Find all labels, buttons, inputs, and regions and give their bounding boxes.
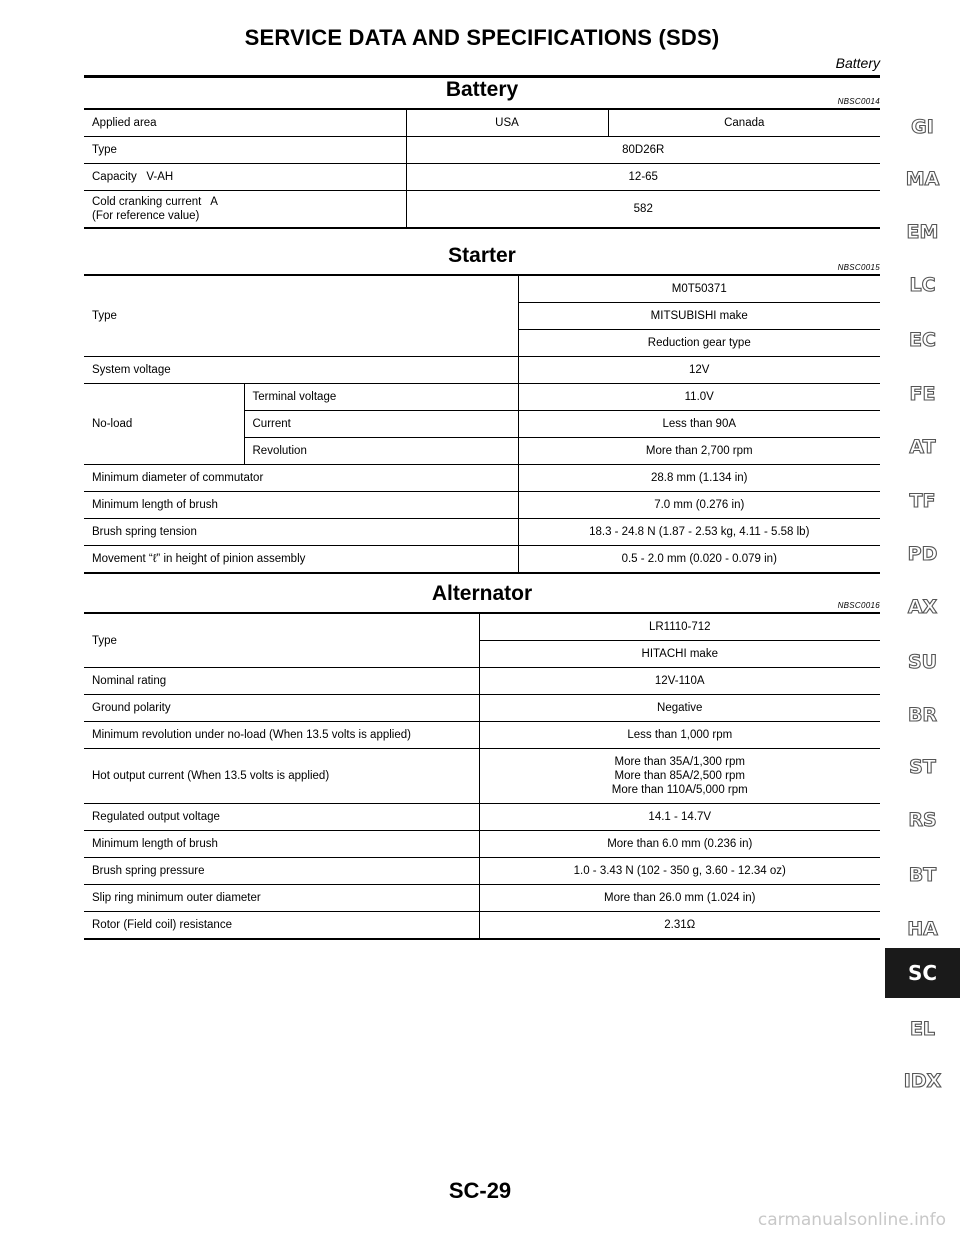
- starter-table: [84, 276, 880, 572]
- table-row: [84, 357, 880, 384]
- page-title: SERVICE DATA AND SPECIFICATIONS (SDS): [244, 25, 720, 50]
- row-label: No-load: [84, 384, 244, 465]
- row-label-line: Cold cranking current A: [92, 196, 218, 208]
- table-row: [84, 831, 880, 858]
- row-value: 80D26R: [406, 137, 880, 164]
- sidebar-tab-bt[interactable]: BT: [908, 864, 937, 886]
- row-value: HITACHI make: [479, 641, 880, 668]
- alternator-section: [84, 580, 880, 940]
- row-value: Less than 1,000 rpm: [479, 722, 880, 749]
- row-value: More than 26.0 mm (1.024 in): [479, 885, 880, 912]
- section-end-rule: [84, 227, 880, 229]
- battery-section: [84, 76, 880, 229]
- row-label: Regulated output voltage: [84, 804, 479, 831]
- row-label: Slip ring minimum outer diameter: [84, 885, 479, 912]
- row-label: System voltage: [84, 357, 518, 384]
- table-row: [84, 804, 880, 831]
- sidebar-tab-lc[interactable]: LC: [909, 274, 936, 296]
- row-sublabel: Revolution: [244, 438, 518, 465]
- battery-heading: [84, 76, 880, 108]
- value-line: More than 110A/5,000 rpm: [611, 784, 748, 796]
- alternator-table: [84, 614, 880, 938]
- watermark: carmanualsonline.info: [757, 1210, 946, 1230]
- sidebar-tab-idx[interactable]: IDX: [903, 1070, 942, 1092]
- sidebar-tab-sc-active[interactable]: SC: [885, 948, 960, 998]
- row-sublabel: Terminal voltage: [244, 384, 518, 411]
- table-row: [84, 722, 880, 749]
- row-value: 7.0 mm (0.276 in): [518, 492, 880, 519]
- row-label: Minimum revolution under no-load (When 13.5 volts is applied): [84, 722, 479, 749]
- row-value: 14.1 - 14.7V: [479, 804, 880, 831]
- row-value: Canada: [608, 110, 880, 137]
- sidebar-tab-ax[interactable]: AX: [907, 596, 938, 618]
- table-row: [84, 912, 880, 939]
- row-label: Type: [84, 276, 518, 357]
- row-label: Type: [84, 137, 406, 164]
- row-label: Brush spring tension: [84, 519, 518, 546]
- row-label: Hot output current (When 13.5 volts is applied): [84, 749, 479, 804]
- row-label: Minimum diameter of commutator: [84, 465, 518, 492]
- row-label: Nominal rating: [84, 668, 479, 695]
- row-value: Negative: [479, 695, 880, 722]
- sidebar-tab-su[interactable]: SU: [907, 651, 938, 673]
- table-row: [84, 749, 880, 804]
- page-number: SC-29: [448, 1178, 512, 1203]
- table-row: [84, 191, 880, 228]
- sidebar-tab-at[interactable]: AT: [909, 436, 936, 458]
- row-label: Movement “ℓ” in height of pinion assembly: [92, 553, 306, 565]
- battery-table: [84, 110, 880, 227]
- sidebar-tab-em[interactable]: EM: [906, 221, 939, 243]
- row-value: More than 6.0 mm (0.236 in): [479, 831, 880, 858]
- starter-code: NBSC0015: [837, 263, 880, 272]
- starter-section: [84, 242, 880, 574]
- sidebar-tab-ha[interactable]: HA: [907, 918, 938, 940]
- alternator-heading: [84, 580, 880, 612]
- row-value: [479, 749, 880, 804]
- row-label: Capacity V-AH: [84, 164, 406, 191]
- row-value: M0T50371: [518, 276, 880, 303]
- sidebar-tab-st[interactable]: ST: [909, 756, 936, 778]
- sidebar-tab-pd[interactable]: PD: [907, 543, 938, 565]
- table-row: [84, 137, 880, 164]
- row-value: LR1110-712: [479, 614, 880, 641]
- row-label: Minimum length of brush: [84, 492, 518, 519]
- page-header: [84, 24, 880, 78]
- row-value: 28.8 mm (1.134 in): [518, 465, 880, 492]
- value-line: More than 35A/1,300 rpm: [614, 756, 745, 768]
- table-row: [84, 668, 880, 695]
- row-label: Ground polarity: [84, 695, 479, 722]
- table-row: [84, 492, 880, 519]
- row-value: 1.0 - 3.43 N (102 - 350 g, 3.60 - 12.34 oz): [479, 858, 880, 885]
- row-value: Less than 90A: [518, 411, 880, 438]
- sidebar-tab-fe[interactable]: FE: [909, 383, 936, 405]
- row-label: Minimum length of brush: [84, 831, 479, 858]
- table-row: [84, 695, 880, 722]
- row-value: MITSUBISHI make: [518, 303, 880, 330]
- table-row: [84, 614, 880, 641]
- table-row: [84, 858, 880, 885]
- row-value: 582: [406, 191, 880, 228]
- starter-heading: [84, 242, 880, 274]
- row-label-line: (For reference value): [92, 210, 200, 222]
- table-row: [84, 519, 880, 546]
- row-value: More than 2,700 rpm: [518, 438, 880, 465]
- sidebar-tab-br[interactable]: BR: [907, 704, 938, 726]
- row-label: Applied area: [84, 110, 406, 137]
- value-line: More than 85A/2,500 rpm: [614, 770, 745, 782]
- table-row: [84, 885, 880, 912]
- row-value: 18.3 - 24.8 N (1.87 - 2.53 kg, 4.11 - 5.58 lb): [518, 519, 880, 546]
- row-label: Rotor (Field coil) resistance: [92, 919, 232, 931]
- sidebar-tab-ec[interactable]: EC: [909, 329, 936, 351]
- page-subtitle: Battery: [835, 55, 880, 71]
- table-row: [84, 384, 880, 411]
- sidebar-tab-el[interactable]: EL: [909, 1018, 936, 1040]
- alternator-code: NBSC0016: [837, 601, 880, 610]
- section-end-rule: [84, 938, 880, 940]
- sidebar-tab-gi[interactable]: GI: [911, 116, 934, 138]
- sidebar-tab-tf[interactable]: TF: [909, 490, 936, 512]
- row-value: 2.31Ω: [479, 912, 880, 939]
- alternator-title: Alternator: [431, 582, 533, 605]
- section-end-rule: [84, 572, 880, 574]
- sidebar-tab-ma[interactable]: MA: [905, 168, 940, 190]
- table-row: [84, 276, 880, 303]
- table-row: [84, 546, 880, 573]
- row-label: [84, 191, 406, 228]
- sidebar-tab-rs[interactable]: RS: [908, 809, 937, 831]
- table-row: [84, 110, 880, 137]
- battery-title: Battery: [445, 78, 519, 101]
- table-row: [84, 465, 880, 492]
- row-label: Brush spring pressure: [84, 858, 479, 885]
- row-value: 12V-110A: [479, 668, 880, 695]
- battery-code: NBSC0014: [837, 97, 880, 106]
- row-label: Type: [84, 614, 479, 668]
- starter-title: Starter: [448, 244, 516, 267]
- row-value: 0.5 - 2.0 mm (0.020 - 0.079 in): [518, 546, 880, 573]
- row-value: Reduction gear type: [518, 330, 880, 357]
- row-value: 11.0V: [518, 384, 880, 411]
- row-value: 12-65: [406, 164, 880, 191]
- row-value: 12V: [518, 357, 880, 384]
- table-row: [84, 164, 880, 191]
- row-value: USA: [406, 110, 608, 137]
- row-sublabel: Current: [244, 411, 518, 438]
